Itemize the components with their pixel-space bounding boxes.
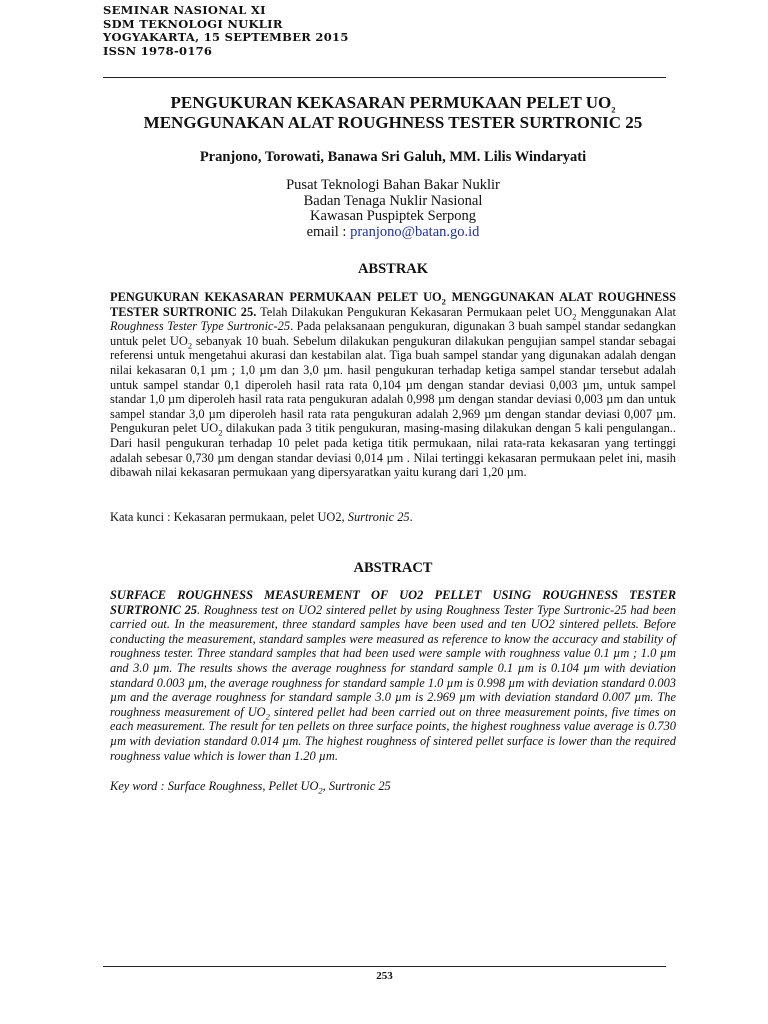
abstrak-lead-sub: 2 xyxy=(441,296,446,307)
header-location-date: YOGYAKARTA, 15 SEPTEMBER 2015 xyxy=(103,30,349,44)
abstrak-tool-name: Roughness Tester Type Surtronic-25 xyxy=(110,319,291,334)
kata-kunci xyxy=(110,510,676,525)
header-issn: ISSN 1978-0176 xyxy=(103,43,213,58)
abstract-sub-1: 2 xyxy=(265,711,270,722)
abstract-lead: SURFACE ROUGHNESS MEASUREMENT OF UO2 PELLET USING ROUGHNESS TESTER SURTRONIC 25 xyxy=(110,588,676,617)
abstrak-text-1: Telah Dilakukan Pengukuran Kekasaran Permukaan pelet UO xyxy=(256,304,573,319)
affiliation-line-1: Pusat Teknologi Bahan Bakar Nuklir xyxy=(286,177,500,193)
header-sdm: SDM TEKNOLOGI NUKLIR xyxy=(103,16,283,31)
abstract-body xyxy=(110,588,676,763)
title-line-2: MENGGUNAKAN ALAT ROUGHNESS TESTER SURTRONIC 25 xyxy=(143,113,643,132)
abstrak-text-3: . Pada pelaksanaan pengukuran, digunakan 3 buah sampel standar sedangkan untuk pelet UO xyxy=(110,319,676,348)
title-line-1 xyxy=(103,93,683,113)
conference-header xyxy=(103,4,349,58)
abstrak-text-2: Menggunakan Alat xyxy=(576,304,676,319)
kata-kunci-text: Kata kunci : Kekasaran permukaan, pelet UO2, xyxy=(110,510,348,524)
keywords-text: Key word : Surface Roughness, Pellet UO xyxy=(110,779,319,793)
abstrak-text-4: sebanyak 10 buah. Sebelum dilakukan pengukuran dilakukan pengujian sampel standar sebagai referensi untuk mengetahui akurasi dan kestabilan alat. Tiga buah sampel standar yang digunakan adalah dengan nilai kekasaran 0,1 µm ; 1,0 µm dan 3,0 µm. hasil pengukuran terhadap ketiga sampel standar tersebut adalah untuk sampel standar 0,1 diperoleh hasil rata rata 0,104 µm dengan standar deviasi 0,003 µm, untuk sampel standar 1,0 µm diperoleh hasil rata rata pengukuran adalah 0,998 µm dengan standar deviasi 0,003 µm dan untuk sampel standar 3,0 µm diperoleh hasil rata rata pengukuran adalah 2,969 µm dengan standar deviasi 0,007 µm. Pengukuran pelet UO xyxy=(110,333,677,436)
affiliation-line-3: Kawasan Puspiptek Serpong xyxy=(310,208,476,224)
email-label: email : xyxy=(306,223,351,240)
header-seminar: SEMINAR NASIONAL XI xyxy=(103,3,266,17)
email-link[interactable]: pranjono@batan.go.id xyxy=(350,223,480,240)
keywords xyxy=(110,779,676,794)
abstrak-sub-1: 2 xyxy=(572,311,577,322)
abstrak-sub-4: 2 xyxy=(218,427,223,438)
kata-kunci-italic: Surtronic 25 xyxy=(347,510,410,524)
email-line xyxy=(103,225,683,241)
paper-title xyxy=(103,93,683,133)
affiliation-line-2: Badan Tenaga Nuklir Nasional xyxy=(303,192,483,209)
footer-rule xyxy=(103,966,666,967)
author-list: Pranjono, Torowati, Banawa Sri Galuh, MM. Lilis Windaryati xyxy=(199,149,587,165)
abstract-text-2: sintered pellet had been carried out on three measurement points, five times on each measurement. The result for ten pellets on three surface points, the highest roughness value average is 0.730 µm with deviation standard 0.014 µm. The highest roughness of sintered pellet surface is lower than the required roughness value which is lower than 1.20 µm. xyxy=(110,704,676,763)
abstract-heading: ABSTRACT xyxy=(353,560,433,576)
keywords-sub: 2 xyxy=(318,785,323,796)
keywords-end: , Surtronic 25 xyxy=(322,779,391,793)
abstrak-lead-b: MENGGUNAKAN ALAT ROUGHNESS TESTER SURTRONIC 25. xyxy=(110,290,676,319)
affiliation xyxy=(103,178,683,240)
abstrak-heading: ABSTRAK xyxy=(357,261,429,277)
abstrak-sub-3: 2 xyxy=(187,340,193,351)
header-rule xyxy=(103,77,666,78)
abstrak-text-5: dilakukan pada 3 titik pengukuran, masing-masing dilakukan dengan 5 kali pengulangan.. Dari hasil pengukuran terhadap 10 pelet pada ketiga titik permukaan, nilai rata-rata kekasaran yang tertinggi adalah sebesar 0,730 µm dengan standar deviasi 0,014 µm . Nilai tertinggi kekasaran permukaan pelet ini, masih dibawah nilai kekasaran permukaan yang dipersyaratkan yaitu kurang dari 1,20 µm. xyxy=(110,421,676,480)
title-line-1-text: PENGUKURAN KEKASARAN PERMUKAAN PELET UO xyxy=(170,93,612,112)
abstract-text-1: . Roughness test on UO2 sintered pellet by using Roughness Tester Type Surtronic-25 had been carried out. In the measurement, three standard samples have been used and ten UO2 sintered pellets. Before conducting the measurement, standard samples were measured as reference to know the accuracy and stability of roughness tester. Three standard samples that had been used were sample with roughness value 0.1 µm ; 1.0 µm and 3.0 µm. The results shows the average roughness for standard sample 0.1 µm is 0.104 µm with deviation standard 0.003 µm, the average roughness for standard sample 1.0 µm is 0.998 µm with deviation standard 0.003 µm and the average roughness for standard sample 3.0 µm is 2.969 µm with deviation standard 0.007 µm. The roughness measurement of UO xyxy=(110,602,676,719)
title-subscript: 2 xyxy=(611,104,616,115)
page-number: 253 xyxy=(376,970,393,982)
abstrak-body xyxy=(110,290,676,480)
abstrak-lead-a: PENGUKURAN KEKASARAN PERMUKAAN PELET UO xyxy=(110,290,442,304)
kata-kunci-end: . xyxy=(409,510,413,524)
